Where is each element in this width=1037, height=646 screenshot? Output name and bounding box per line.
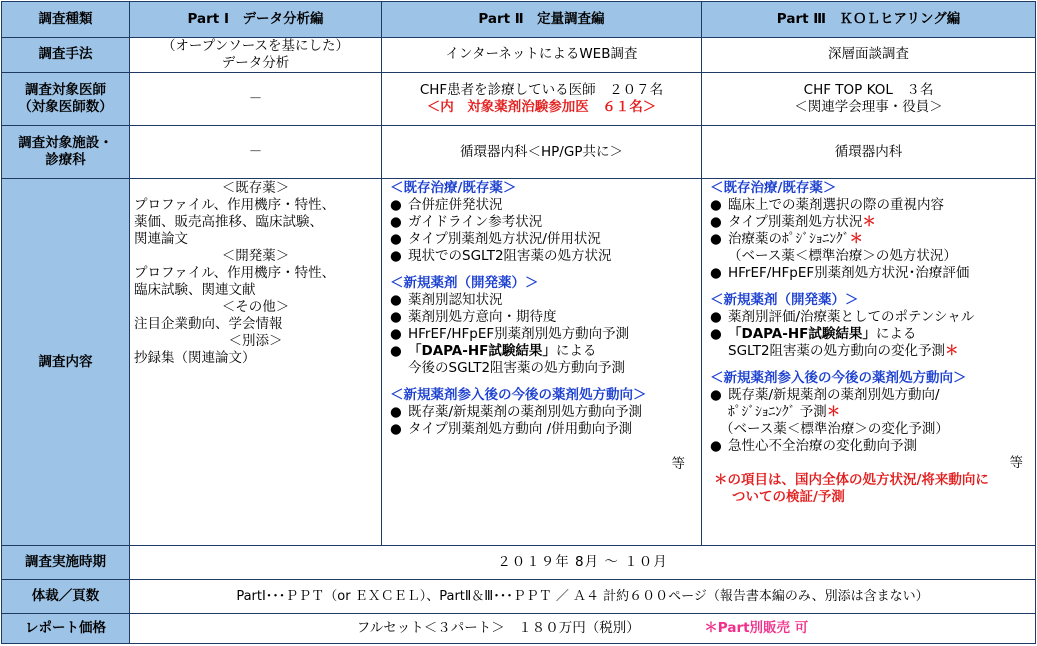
facility-part3: 循環器内科: [702, 126, 1036, 179]
part1-appendix-heading: ＜別添＞: [228, 333, 283, 350]
header-part1: Part Ⅰ データ分析編: [130, 2, 382, 38]
doctors-part3: [702, 73, 1036, 126]
bullet-icon: ●: [390, 326, 402, 343]
part2-item: ● タイプ別薬剤処方動向 /併用動向予測: [390, 421, 633, 438]
part3-heading-future: ＜新規薬剤参入後の今後の薬剤処方動向＞: [710, 370, 967, 387]
part3-item-cont: （ベース薬＜標準治療＞の変化予測）: [720, 421, 949, 438]
part1-line: プロファイル、作用機序・特性、: [134, 265, 336, 282]
price-cell: [130, 614, 1036, 644]
part3-item: ● タイプ別薬剤処方状況＊: [710, 214, 876, 231]
header-survey-type: 調査種類: [2, 2, 130, 38]
doctors-part2-line1: CHF患者を診療している医師 ２０７名: [419, 82, 664, 99]
bullet-icon: ●: [390, 197, 402, 214]
part1-line: プロファイル、作用機序・特性、: [134, 197, 336, 214]
bullet-icon: ●: [710, 214, 722, 231]
bullet-icon: ●: [390, 421, 402, 438]
part3-item: ● 既存薬/新規薬剤の薬剤別処方動向/: [710, 387, 940, 404]
part3-item-cont: SGLT2阻害薬の処方動向の変化予測＊: [728, 343, 959, 360]
bullet-icon: ●: [390, 214, 402, 231]
doctors-label-line2: （対象医師数）: [18, 99, 113, 116]
part2-item: ● 薬剤別認知状況: [390, 292, 503, 309]
asterisk-icon: ＊: [826, 404, 841, 421]
part2-item: ● 既存薬/新規薬剤の薬剤別処方動向予測: [390, 404, 643, 421]
header-part2: Part Ⅱ 定量調査編: [382, 2, 702, 38]
format-label: 体裁／頁数: [2, 579, 130, 614]
bullet-icon: ●: [710, 197, 722, 214]
part2-item: ● 薬剤別処方意向・期待度: [390, 309, 557, 326]
part2-item: ● 現状でのSGLT2阻害薬の処方状況: [390, 248, 612, 265]
part1-existing-heading: ＜既存薬＞: [221, 180, 290, 197]
part3-etc: 等: [1009, 455, 1023, 472]
bullet-icon: ●: [390, 343, 402, 360]
doctors-row: [2, 73, 1036, 126]
bullet-icon: ●: [710, 265, 722, 282]
content-part2: [382, 179, 702, 546]
bullet-icon: ●: [710, 309, 722, 326]
method-label: 調査手法: [2, 37, 130, 73]
survey-spec-table: [1, 1, 1036, 644]
part3-item: ● 臨床上での薬剤選択の際の重視内容: [710, 197, 944, 214]
part2-heading-future: ＜新規薬剤参入後の今後の薬剤処方動向＞: [390, 387, 647, 404]
part3-heading-new: ＜新規薬剤（開発薬）＞: [710, 292, 859, 309]
format-row: [2, 579, 1036, 614]
method-part2: インターネットによるWEB調査: [382, 37, 702, 73]
facility-label-line1: 調査対象施設・: [18, 135, 113, 152]
part3-item: ● 薬剤別評価/治療薬としてのポテンシャル: [710, 309, 975, 326]
bullet-icon: ●: [390, 404, 402, 421]
part2-heading-existing: ＜既存治療/既存薬＞: [390, 180, 517, 197]
part1-line: 薬価、販売高推移、臨床試験、: [134, 214, 323, 231]
part3-item: ● 「DAPA-HF試験結果」による: [710, 326, 917, 343]
asterisk-icon: ＊: [849, 231, 863, 248]
period-row: [2, 546, 1036, 580]
part1-other-heading: ＜その他＞: [221, 299, 290, 316]
price-label: レポート価格: [2, 614, 130, 644]
bullet-icon: ●: [390, 292, 402, 309]
part2-item: ● タイプ別薬剤処方状況/併用状況: [390, 231, 601, 248]
part3-item: ● HFrEF/HFpEF別薬剤処方状況･治療評価: [710, 265, 970, 282]
part3-item-cont: ﾎﾟｼﾞｼｮﾆﾝｸﾞ 予測＊: [728, 404, 841, 421]
doctors-label: [2, 73, 130, 126]
bullet-icon: ●: [710, 231, 722, 248]
part1-line: 注目企業動向、学会情報: [134, 316, 283, 333]
asterisk-icon: ＊: [862, 214, 876, 231]
doctors-part3-line2: ＜関連学会理事・役員＞: [794, 99, 943, 116]
part2-item: ● 合併症併発状況: [390, 197, 503, 214]
part2-item-cont: 今後のSGLT2阻害薬の処方動向予測: [408, 360, 626, 377]
method-part1: [130, 37, 382, 73]
method-part1-line2: データ分析: [221, 54, 290, 71]
part3-item: ● 急性心不全治療の変化動向予測: [710, 438, 917, 455]
header-part3: Part Ⅲ ＫＯＬヒアリング編: [702, 2, 1036, 38]
bullet-icon: ●: [710, 438, 722, 455]
part1-line: 関連論文: [134, 231, 188, 248]
facility-label: [2, 126, 130, 179]
facility-row: [2, 126, 1036, 179]
part2-heading-new: ＜新規薬剤（開発薬）＞: [390, 275, 539, 292]
content-part3: [702, 179, 1036, 546]
price-note: ＊Part別販売 可: [704, 620, 809, 637]
part3-note-line2: ついての検証/予測: [732, 489, 845, 506]
bullet-icon: ●: [390, 309, 402, 326]
part1-dev-heading: ＜開発薬＞: [221, 248, 290, 265]
bullet-icon: ●: [710, 387, 722, 404]
part1-line: 抄録集（関連論文）: [134, 350, 256, 367]
facility-label-line2: 診療科: [45, 152, 86, 169]
method-part3: 深層面談調査: [702, 37, 1036, 73]
bullet-icon: ●: [390, 248, 402, 265]
doctors-part3-line1: CHF TOP KOL ３名: [803, 82, 934, 99]
part3-item: ● 治療薬のﾎﾟｼﾞｼｮﾆﾝｸﾞ＊: [710, 231, 863, 248]
facility-part1: －: [130, 126, 382, 179]
facility-part2: 循環器内科＜HP/GP共に＞: [382, 126, 702, 179]
doctors-label-line1: 調査対象医師: [25, 82, 106, 99]
content-part1: [130, 179, 382, 546]
part1-line: 臨床試験、関連文献: [134, 282, 256, 299]
part2-item: ● 「DAPA-HF試験結果」による: [390, 343, 597, 360]
method-row: [2, 37, 1036, 73]
asterisk-icon: ＊: [945, 343, 959, 360]
part2-item: ● ガイドライン参考状況: [390, 214, 543, 231]
doctors-part2-line2: ＜内 対象薬剤治験参加医 ６１名＞: [426, 99, 657, 116]
bullet-icon: ●: [710, 326, 722, 343]
method-part1-line1: （オープンソースを基にした）: [161, 37, 350, 54]
part3-heading-existing: ＜既存治療/既存薬＞: [710, 180, 837, 197]
content-row: [2, 179, 1036, 546]
header-row: [2, 2, 1036, 38]
part2-item: ● HFrEF/HFpEF別薬剤別処方動向予測: [390, 326, 630, 343]
part2-etc: 等: [671, 456, 685, 473]
dapa-hf-label: 「DAPA-HF試験結果」: [728, 326, 876, 343]
doctors-part2: [382, 73, 702, 126]
price-row: [2, 614, 1036, 644]
bullet-icon: ●: [390, 231, 402, 248]
dapa-hf-label: 「DAPA-HF試験結果」: [408, 343, 556, 360]
format-value: PartⅠ･･･ＰＰＴ（or ＥＸＣＥＬ）、PartⅡ＆Ⅲ･･･ＰＰＴ ／ Ａ４ 計約６００ページ（報告書本編のみ、別添は含まない）: [130, 579, 1036, 614]
content-label: 調査内容: [2, 179, 130, 546]
price-value: フルセット＜３パート＞ １８０万円（税別）: [356, 620, 640, 637]
doctors-part1: －: [130, 73, 382, 126]
period-label: 調査実施時期: [2, 546, 130, 580]
part3-note-line1: ＊の項目は、国内全体の処方状況/将来動向に: [714, 472, 989, 489]
period-value: ２０１９年 8月 ～ １０月: [130, 546, 1036, 580]
part3-item-cont: （ベース薬＜標準治療＞の処方状況）: [728, 248, 957, 265]
